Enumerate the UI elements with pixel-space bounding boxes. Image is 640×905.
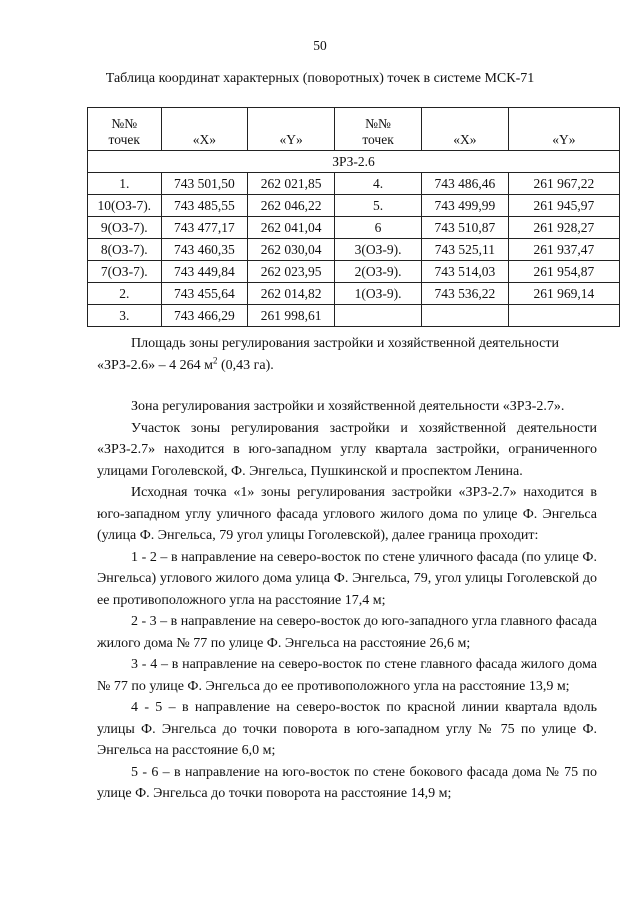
- table-header-row: [88, 108, 620, 151]
- header-point-number: №№ точек: [335, 108, 422, 151]
- x-coordinate-cell: 743 455,64: [161, 283, 248, 305]
- point-number-cell: 4.: [335, 173, 422, 195]
- y-coordinate-cell: 261 928,27: [508, 217, 619, 239]
- table-row: [88, 195, 620, 217]
- y-coordinate-cell: 261 969,14: [508, 283, 619, 305]
- point-number-cell: 5.: [335, 195, 422, 217]
- page-number: 50: [313, 38, 327, 53]
- y-coordinate-cell: 262 030,04: [248, 239, 335, 261]
- paragraph-segment-4-5: 4 - 5 – в направление на северо-восток по красной линии квартала вдоль улицы Ф. Энгельса до точки поворота в юго-западном углу № 75 по улице Ф. Энгельса на расстояние 6,0 м;: [97, 700, 597, 758]
- x-coordinate-cell: 743 536,22: [422, 283, 509, 305]
- point-number-cell: 8(ОЗ-7).: [88, 239, 162, 261]
- y-coordinate-cell: 261 998,61: [248, 305, 335, 327]
- point-number-cell: 2.: [88, 283, 162, 305]
- paragraph-start-point: Исходная точка «1» зоны регулирования застройки «ЗРЗ-2.7» находится в юго-западном углу уличного фасада углового жилого дома по улице Ф. Энгельса (улица Ф. Энгельса, 79 угол улицы Гоголевской), далее граница проходит:: [97, 485, 597, 543]
- point-number-cell: 10(ОЗ-7).: [88, 195, 162, 217]
- x-coordinate-cell: 743 525,11: [422, 239, 509, 261]
- point-number-cell: 9(ОЗ-7).: [88, 217, 162, 239]
- area-line-2: «ЗРЗ-2.6» – 4 264 м: [97, 357, 214, 373]
- y-coordinate-cell: 261 945,97: [508, 195, 619, 217]
- y-coordinate-cell: [508, 305, 619, 327]
- point-number-cell: 3(ОЗ-9).: [335, 239, 422, 261]
- x-coordinate-cell: 743 485,55: [161, 195, 248, 217]
- x-coordinate-cell: 743 510,87: [422, 217, 509, 239]
- y-coordinate-cell: 262 041,04: [248, 217, 335, 239]
- x-coordinate-cell: 743 460,35: [161, 239, 248, 261]
- table-row: [88, 305, 620, 327]
- x-coordinate-cell: 743 466,29: [161, 305, 248, 327]
- coordinates-table: [87, 107, 620, 327]
- x-coordinate-cell: [422, 305, 509, 327]
- x-coordinate-cell: 743 477,17: [161, 217, 248, 239]
- area-unit-superscript: 2: [213, 354, 218, 365]
- y-coordinate-cell: 261 967,22: [508, 173, 619, 195]
- point-number-cell: 3.: [88, 305, 162, 327]
- paragraph-segment-2-3: 2 - 3 – в направление на северо-восток до юго-западного угла главного фасада жилого дома № 77 по улице Ф. Энгельса на расстояние 26,6 м;: [97, 614, 597, 651]
- point-number-cell: 2(ОЗ-9).: [335, 261, 422, 283]
- header-y: «Y»: [508, 108, 619, 151]
- y-coordinate-cell: 262 014,82: [248, 283, 335, 305]
- zone-label-row: [88, 151, 620, 173]
- header-y: «Y»: [248, 108, 335, 151]
- area-line-1: Площадь зоны регулирования застройки и хозяйственной деятельности: [131, 336, 559, 351]
- table-row: [88, 239, 620, 261]
- zone-label: ЗРЗ-2.6: [88, 151, 620, 173]
- point-number-cell: 1(ОЗ-9).: [335, 283, 422, 305]
- point-number-cell: 1.: [88, 173, 162, 195]
- table-row: [88, 261, 620, 283]
- table-row: [88, 217, 620, 239]
- point-number-cell: [335, 305, 422, 327]
- header-x: «X»: [422, 108, 509, 151]
- paragraph-segment-1-2: 1 - 2 – в направление на северо-восток по стене уличного фасада (по улице Ф. Энгельса) углового жилого дома улица Ф. Энгельса, 79, угол улицы Гоголевской до ее противоположного угла на расстояние 17,4 м;: [97, 549, 597, 608]
- y-coordinate-cell: 262 021,85: [248, 173, 335, 195]
- area-line-2-end: (0,43 га).: [217, 357, 274, 373]
- header-point-number: №№ точек: [88, 108, 162, 151]
- y-coordinate-cell: 261 954,87: [508, 261, 619, 283]
- y-coordinate-cell: 262 023,95: [248, 261, 335, 283]
- body-text: [97, 396, 597, 805]
- header-x: «X»: [161, 108, 248, 151]
- point-number-cell: 6: [335, 217, 422, 239]
- y-coordinate-cell: 261 937,47: [508, 239, 619, 261]
- paragraph-location: Участок зоны регулирования застройки и хозяйственной деятельности «ЗРЗ-2.7» находится в юго-западном углу квартала застройки, ограниченного улицами Гоголевской, Ф. Энгельса, Пушкинской и проспектом Ленина.: [97, 420, 597, 479]
- table-title: Таблица координат характерных (поворотных) точек в системе МСК-71: [105, 71, 535, 86]
- table-row: [88, 173, 620, 195]
- x-coordinate-cell: 743 501,50: [161, 173, 248, 195]
- y-coordinate-cell: 262 046,22: [248, 195, 335, 217]
- zone-heading: Зона регулирования застройки и хозяйственной деятельности «ЗРЗ-2.7».: [131, 399, 565, 414]
- x-coordinate-cell: 743 449,84: [161, 261, 248, 283]
- x-coordinate-cell: 743 514,03: [422, 261, 509, 283]
- table-row: [88, 283, 620, 305]
- point-number-cell: 7(ОЗ-7).: [88, 261, 162, 283]
- paragraph-segment-3-4: 3 - 4 – в направление на северо-восток по стене главного фасада жилого дома № 77 по улице Ф. Энгельса до ее противоположного угла на расстояние 13,9 м;: [97, 657, 597, 694]
- paragraph-segment-5-6: 5 - 6 – в направление на юго-восток по стене бокового фасада дома № 75 по улице Ф. Энгельса до точки поворота на расстояние 14,9 м;: [97, 764, 597, 801]
- x-coordinate-cell: 743 486,46: [422, 173, 509, 195]
- area-paragraph: [97, 333, 597, 376]
- x-coordinate-cell: 743 499,99: [422, 195, 509, 217]
